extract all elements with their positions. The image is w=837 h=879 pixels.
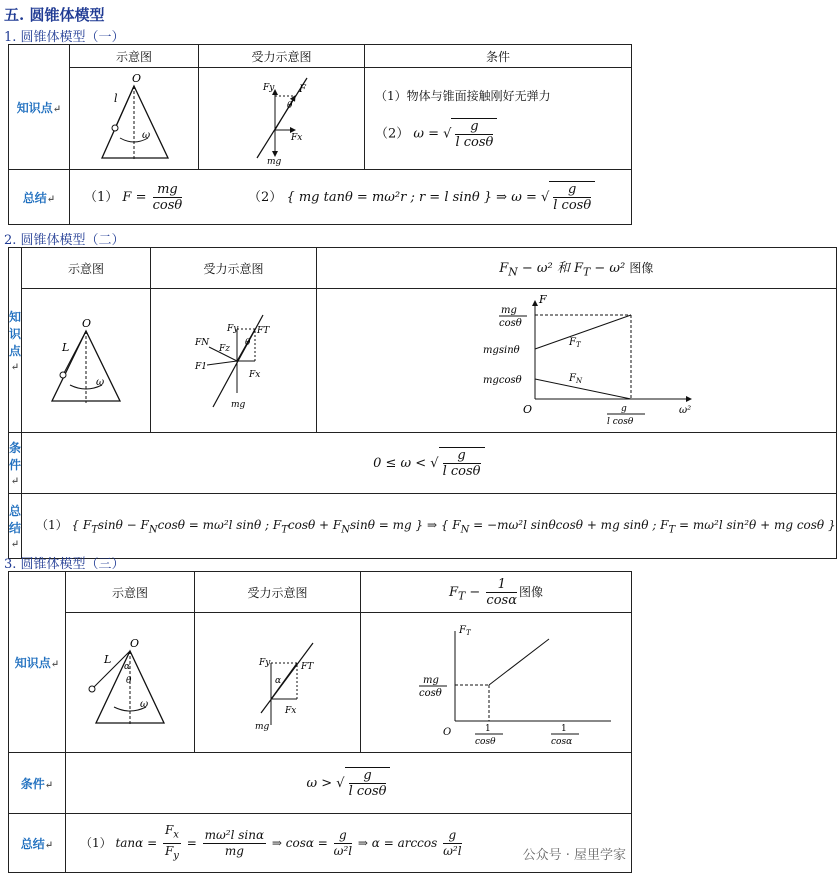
svg-text:g: g: [621, 404, 628, 414]
svg-text:Fx: Fx: [291, 133, 303, 143]
model-2-table: 知识点↵ 示意图 受力示意图 $F_N - \omega^2$ 和 $F_T - \omega^2$ 图像 O L ω Fy FT FN Fz F1 θ Fx mg F O ω² mg cosθ mgsinθ mgcosθ $F_T$ $F_N$ g l cosθ 条件↵ 0 ≤ ω < √ $\frac{g}{\text{l cosθ}}$ 总结↵ （1） { $F_T\sin\theta - F_N\cos\theta = m\omega^2l$ sinθ ; $F_T\cos\theta + F_N\sin\theta$ = mg } ⇒ { $F_N = -m\omega^2l$ sinθcosθ + mg sinθ ; $F_T = m\omega^2l$ sin²θ + mg cosθ }: [8, 247, 837, 559]
svg-text:l cosθ: l cosθ: [607, 417, 634, 427]
svg-text:mg: mg: [231, 400, 246, 410]
svg-text:FN: $F_N$: [569, 373, 583, 385]
watermark: 公众号 · 屋里学家: [522, 848, 626, 863]
svg-text:FN: FN: [195, 338, 210, 348]
svg-text:FT: FT: [257, 326, 270, 336]
svg-text:1: 1: [561, 724, 567, 734]
svg-text:l: l: [114, 92, 118, 105]
svg-text:Fz: Fz: [219, 344, 231, 354]
svg-text:L: L: [62, 341, 70, 354]
condition-1-text: （1）物体与锥面接触刚好无弹力: [375, 89, 551, 103]
summary-cell-2: （1） { $F_T\sin\theta - F_N\cos\theta = m\omega^2l$ sinθ ; $F_T\cos\theta + F_N\sin\theta$ = mg } ⇒ { $F_N = -m\omega^2l$ sinθcosθ + mg sinθ ; $F_T = m\omega^2l$ sin²θ + mg cosθ }: [22, 494, 837, 559]
svg-text:FT: $F_T$: [459, 625, 471, 637]
svg-text:F: F: [539, 293, 547, 306]
summary-cell-3: （1） tanα = $\frac{F_x}{F_y}$ = $\frac{\text{mω²l sinα}}{mg}$ ⇒ cosα = $\frac{g}{\text{ω²l}}$ ⇒ α = arccos $\frac{g}{\text{ω²l}}$: [66, 814, 632, 873]
col-header-condition: 条件: [365, 45, 632, 68]
col-header-force: 受力示意图: [195, 572, 361, 613]
graph-2: [317, 289, 837, 433]
row-label-summary: 总结: [20, 836, 45, 851]
svg-text:Fy: Fy: [259, 658, 271, 668]
row-label-summary: 总结: [22, 190, 47, 205]
section-heading: 五. 圆锥体模型: [4, 6, 105, 24]
svg-text:mg: mg: [423, 675, 439, 686]
model-3-table: 知识点↵ 示意图 受力示意图 $F_T$ − $\frac{1}{\cos\alpha}$ 图像 O L α θ ω Fy FT α Fx mg $F_T$ O mg cosθ 1 cosθ 1 cosα 条件↵ ω > √ $\frac{g}{\text{l cosθ}}$ 总结↵ （1） tanα = $\frac{F_x}{F_y}$ = $\frac{\text{mω²l sinα}}{mg}$ ⇒ cosα = $\frac{g}{\text{ω²l}}$ ⇒ α = arccos $\frac{g}{\text{ω²l}}$: [8, 571, 632, 873]
svg-text:mg: mg: [501, 305, 518, 316]
col-header-sketch: 示意图: [66, 572, 195, 613]
model-2-title: 2. 圆锥体模型（二）: [4, 233, 125, 248]
svg-text:α: α: [275, 676, 282, 686]
model-1-title: 1. 圆锥体模型（一）: [4, 30, 125, 45]
svg-text:F: F: [299, 84, 306, 95]
svg-text:cosθ: cosθ: [499, 318, 523, 329]
row-label-condition: 条件: [20, 776, 45, 791]
svg-text:O: O: [130, 637, 140, 650]
svg-text:ω²: ω²: [679, 405, 692, 416]
svg-text:mg: mg: [255, 722, 270, 732]
condition-cell-2: 0 ≤ ω < √ $\frac{g}{\text{l cosθ}}$: [22, 433, 837, 494]
model-3-title: 3. 圆锥体模型（三）: [4, 557, 125, 572]
svg-text:Fy: Fy: [263, 83, 275, 93]
svg-text:Fy: Fy: [227, 324, 239, 334]
svg-text:O: O: [443, 727, 452, 738]
row-label-condition: 条件: [9, 441, 22, 472]
summary-cell-1: （1） F = $\frac{mg}{\cos\theta}$ （2） { mg tanθ = mω²r ; r = l sinθ } ⇒ ω = √ $\frac{g}{\text{l cosθ}}$: [70, 170, 632, 225]
row-label-knowledge: 知识点: [14, 655, 51, 670]
svg-text:O: O: [82, 317, 92, 330]
col-header-force: 受力示意图: [151, 248, 317, 289]
svg-text:ω: ω: [96, 377, 105, 388]
col-header-graph: $F_N - \omega^2$ 和 $F_T - \omega^2$ 图像: [317, 248, 837, 289]
condition-2-num: （2）: [375, 126, 410, 142]
svg-text:cosα: cosα: [551, 737, 573, 747]
svg-text:θ: θ: [287, 101, 293, 111]
svg-text:O: O: [132, 72, 142, 85]
force-diagram-3: [195, 613, 361, 753]
svg-text:cosθ: cosθ: [419, 688, 442, 699]
condition-cell-3: ω > √ $\frac{g}{\text{l cosθ}}$: [66, 753, 632, 814]
sketch-cone-1: [70, 68, 199, 170]
sketch-cone-2: [22, 289, 151, 433]
col-header-force: 受力示意图: [199, 45, 365, 68]
row-label-knowledge: 知识点: [16, 100, 53, 115]
svg-text:θ: θ: [245, 338, 251, 348]
svg-text:L: L: [104, 653, 112, 666]
force-diagram-1: [199, 68, 365, 170]
row-label-summary: 总结: [9, 504, 22, 535]
condition-cell-1: （1）物体与锥面接触刚好无弹力 （2） ω = √ $\frac{g}{\text{l cosθ}}$: [365, 68, 632, 170]
svg-text:ω: ω: [140, 699, 149, 710]
svg-text:ω: ω: [142, 130, 151, 141]
svg-text:FT: FT: [301, 662, 314, 672]
col-header-sketch: 示意图: [70, 45, 199, 68]
svg-text:Fx: Fx: [249, 370, 261, 380]
svg-text:θ: θ: [126, 676, 132, 686]
col-header-graph: $F_T$ − $\frac{1}{\cos\alpha}$ 图像: [361, 572, 632, 613]
svg-text:Fx: Fx: [285, 706, 297, 716]
col-header-sketch: 示意图: [22, 248, 151, 289]
svg-text:cosθ: cosθ: [475, 737, 496, 747]
sketch-cone-3: [66, 613, 195, 753]
row-label-knowledge: 知识点: [9, 309, 22, 358]
svg-text:mgcosθ: mgcosθ: [483, 375, 522, 386]
model-1-table: 知识点↵ 示意图 受力示意图 条件 O l ω Fy F θ Fx mg （1）物体与锥面接触刚好无弹力 （2） ω = √ $\frac{g}{\text{l cosθ}}$ 总结↵ （1） F = $\frac{mg}{\cos\theta}$ （2） { mg tanθ = mω²r ; r = l sinθ } ⇒ ω = √ $\frac{g}{\text{l cosθ}}$: [8, 44, 632, 225]
svg-text:F1: F1: [195, 362, 207, 372]
svg-text:mgsinθ: mgsinθ: [483, 345, 520, 356]
force-diagram-2: [151, 289, 317, 433]
graph-3: [361, 613, 632, 753]
svg-text:mg: mg: [267, 157, 282, 167]
svg-text:1: 1: [485, 724, 491, 734]
svg-text:FT: $F_T$: [569, 337, 581, 349]
svg-text:O: O: [523, 403, 533, 416]
svg-text:α: α: [124, 662, 131, 672]
